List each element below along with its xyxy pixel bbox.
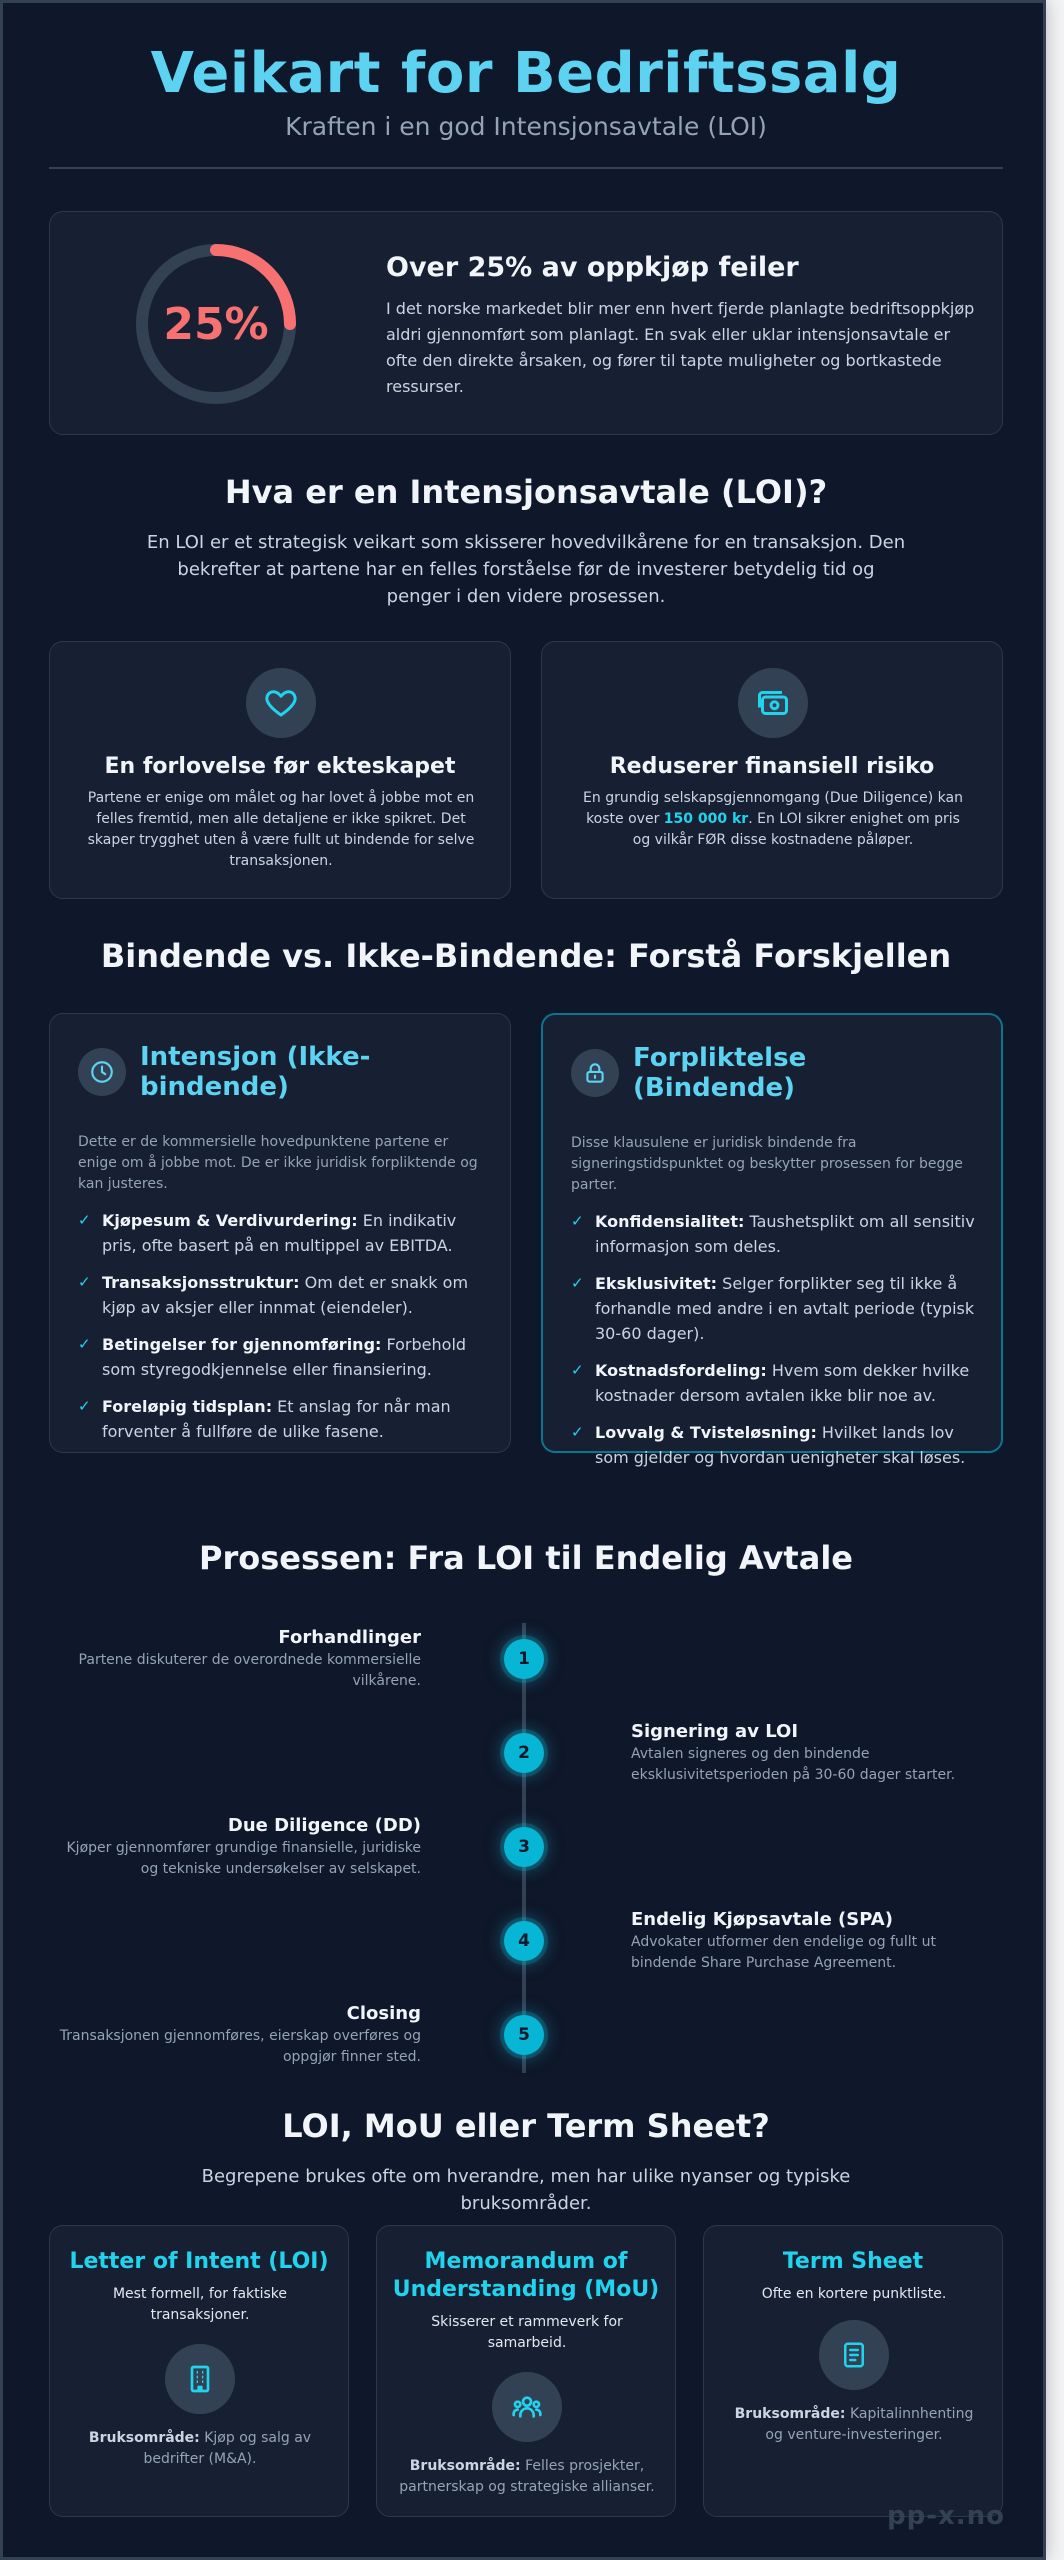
feature-body: Partene er enige om målet og har lovet å jobbe mot en felles fremtid, men alle detaljene er ikke spikret. Det skaper trygghet uten å være fullt ut bindende for selve transaksjonen. [87, 790, 475, 869]
term-use [397, 2456, 657, 2498]
step-title: Due Diligence (DD) [227, 1815, 421, 1836]
header [3, 41, 1049, 141]
document-icon [819, 2320, 889, 2390]
term-card-loi [49, 2225, 349, 2517]
item-label: Transaksjonsstruktur: [102, 1273, 300, 1292]
binding-card [541, 1013, 1003, 1467]
heart-icon [246, 668, 316, 738]
nonbinding-card [49, 1013, 511, 1453]
step-desc: Kjøper gjennomfører grundige finansielle, juridiske og tekniske undersøkelser av selskapet. [66, 1840, 421, 1877]
term-use [724, 2404, 984, 2446]
timeline-step-3 [53, 1815, 421, 1880]
timeline-step-1 [53, 1627, 421, 1692]
feature-body [576, 788, 970, 851]
step-number: 2 [504, 1733, 544, 1773]
nonbinding-desc: Dette er de kommersielle hovedpunktene partene er enige om å jobbe mot. De er ikke juridisk forpliktende og kan justeres. [78, 1134, 478, 1192]
feature-title: En forlovelse før ekteskapet [104, 754, 456, 779]
step-title: Closing [346, 2003, 421, 2024]
term-subtitle: Mest formell, for faktiske transaksjoner. [112, 2286, 288, 2323]
stat-body: I det norske markedet blir mer enn hvert fjerde planlagte bedriftsoppkjøp aldri gjennomført som planlagt. En svak eller uklar intensjonsavtale er ofte den direkte årsaken, og fører til tapte muligheter og bortkastede ressurser. [386, 299, 975, 396]
watermark: pp-x.no [887, 2501, 1006, 2531]
binding-desc: Disse klausulene er juridisk bindende fra signeringstidspunktet og beskytter prosessen for begge parter. [571, 1135, 963, 1193]
header-divider [49, 167, 1003, 169]
item-text: Om det er snakk om kjøp av aksjer eller innmat (eiendeler). [102, 1273, 469, 1317]
item-label: Lovvalg & Tvisteløsning: [595, 1423, 817, 1442]
item-text: Selger forplikter seg til ikke å forhandle med andre i en avtalt periode (typisk 30-60 dager). [595, 1274, 975, 1343]
item-label: Kjøpesum & Verdivurdering: [102, 1211, 358, 1230]
step-desc: Transaksjonen gjennomføres, eierskap overføres og oppgjør finner sted. [59, 2028, 421, 2065]
step-desc: Partene diskuterer de overordnede kommersielle vilkårene. [78, 1652, 421, 1689]
term-use [70, 2428, 330, 2470]
use-text: Kapitalinnhenting og venture-investeringer. [765, 2406, 974, 2443]
item-label: Konfidensialitet: [595, 1212, 745, 1231]
list-item [78, 1208, 490, 1258]
building-icon [165, 2344, 235, 2414]
feature-card-risk [541, 641, 1003, 899]
check-icon: ✓ [571, 1274, 584, 1292]
section-heading-terms: LOI, MoU eller Term Sheet? [282, 2107, 770, 2145]
list-item [78, 1270, 490, 1320]
section-intro-terms: Begrepene brukes ofte om hverandre, men har ulike nyanser og typiske bruksområder. [201, 2166, 851, 2214]
check-icon: ✓ [78, 1211, 91, 1229]
step-desc: Advokater utformer den endelige og fullt ut bindende Share Purchase Agreement. [631, 1934, 936, 1971]
use-label: Bruksområde: [409, 2458, 521, 2474]
section-heading-compare: Bindende vs. Ikke-Bindende: Forstå Forskjellen [100, 937, 952, 975]
users-icon [492, 2372, 562, 2442]
item-text: Taushetsplikt om all sensitiv informasjon som deles. [595, 1212, 975, 1256]
check-icon: ✓ [571, 1212, 584, 1230]
money-icon [738, 668, 808, 738]
item-label: Eksklusivitet: [595, 1274, 718, 1293]
step-title: Endelig Kjøpsavtale (SPA) [631, 1909, 893, 1930]
section-intro-what: En LOI er et strategisk veikart som skisserer hovedvilkårene for en transaksjon. Den bekrefter at partene har en felles forståelse før de investerer betydelig tid og penger i den videre prosessen. [146, 532, 906, 607]
term-title: Term Sheet [782, 2249, 924, 2274]
nonbinding-list [78, 1208, 490, 1456]
check-icon: ✓ [78, 1397, 91, 1415]
item-text: Forbehold som styregodkjennelse eller finansiering. [102, 1335, 467, 1379]
term-title: Letter of Intent (LOI) [69, 2249, 329, 2274]
step-title: Forhandlinger [278, 1627, 421, 1648]
page-title: Veikart for Bedriftssalg [150, 41, 902, 106]
check-icon: ✓ [571, 1361, 584, 1379]
term-title: Memorandum of Understanding (MoU) [392, 2249, 660, 2302]
item-label: Kostnadsfordeling: [595, 1361, 767, 1380]
timeline-step-2 [631, 1721, 999, 1786]
clock-icon [78, 1048, 126, 1096]
binding-title: Forpliktelse (Bindende) [633, 1043, 807, 1103]
feature-card-engagement [49, 641, 511, 899]
check-icon: ✓ [78, 1335, 91, 1353]
lock-icon [571, 1049, 619, 1097]
item-text: Hvilket lands lov som gjelder og hvordan uenigheter skal løses. [595, 1423, 966, 1467]
nonbinding-title: Intensjon (Ikke-bindende) [140, 1042, 371, 1102]
timeline-step-5 [53, 2003, 421, 2068]
term-subtitle: Ofte en kortere punktliste. [761, 2286, 947, 2302]
term-subtitle: Skisserer et rammeverk for samarbeid. [431, 2314, 623, 2351]
section-heading-what: Hva er en Intensjonsavtale (LOI)? [224, 473, 828, 511]
list-item [571, 1420, 983, 1470]
use-text: Kjøp og salg av bedrifter (M&A). [143, 2430, 312, 2467]
feature-title: Reduserer finansiell risiko [609, 754, 935, 779]
step-number: 1 [504, 1639, 544, 1679]
use-label: Bruksområde: [88, 2430, 200, 2446]
use-text: Felles prosjekter, partnerskap og strategiske allianser. [399, 2458, 655, 2495]
step-number: 3 [504, 1827, 544, 1867]
step-desc: Avtalen signeres og den bindende eksklusivitetsperioden på 30-60 dager starter. [631, 1746, 956, 1783]
use-label: Bruksområde: [734, 2406, 846, 2422]
term-card-termsheet [703, 2225, 1003, 2517]
list-item [571, 1271, 983, 1346]
item-label: Betingelser for gjennomføring: [102, 1335, 382, 1354]
step-title: Signering av LOI [631, 1721, 799, 1742]
list-item [78, 1332, 490, 1382]
step-number: 4 [504, 1921, 544, 1961]
stat-value: 25% [163, 298, 269, 350]
timeline-step-4 [631, 1909, 999, 1974]
item-text: Hvem som dekker hvilke kostnader dersom avtalen ikke blir noe av. [595, 1361, 970, 1405]
feature-body-text: En grundig selskapsgjennomgang (Due Diligence) kan koste over [583, 790, 963, 827]
item-text: En indikativ pris, ofte basert på en multippel av EBITDA. [102, 1211, 457, 1255]
step-number: 5 [504, 2015, 544, 2055]
stat-card [49, 211, 1003, 435]
binding-list [571, 1209, 983, 1482]
check-icon: ✓ [571, 1423, 584, 1441]
cost-highlight: 150 000 kr [663, 811, 749, 827]
feature-body-text: . En LOI sikrer enighet om pris og vilkår FØR disse kostnadene påløper. [632, 811, 960, 848]
list-item [571, 1358, 983, 1408]
term-card-mou [376, 2225, 676, 2517]
item-label: Foreløpig tidsplan: [102, 1397, 273, 1416]
list-item [571, 1209, 983, 1259]
list-item [78, 1394, 490, 1444]
check-icon: ✓ [78, 1273, 91, 1291]
stat-heading: Over 25% av oppkjøp feiler [386, 252, 799, 283]
section-heading-process: Prosessen: Fra LOI til Endelig Avtale [199, 1539, 853, 1577]
page-subtitle: Kraften i en god Intensjonsavtale (LOI) [285, 112, 767, 141]
item-text: Et anslag for når man forventer å fullføre de ulike fasene. [102, 1397, 451, 1441]
